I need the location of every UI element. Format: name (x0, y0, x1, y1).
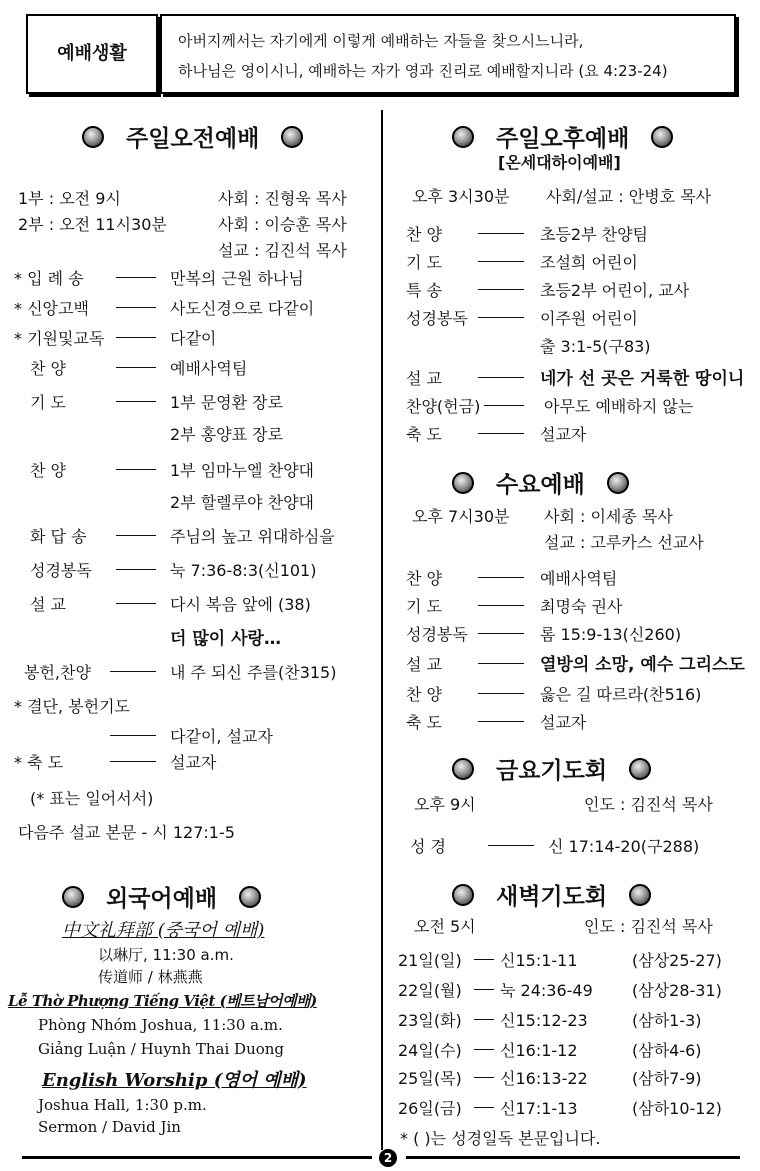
afternoon-scripture: 출 3:1-5(구83) (540, 337, 651, 356)
dawn-title: 새벽기도회 (452, 878, 651, 911)
dash (116, 307, 156, 308)
order-value: 눅 7:36-8:3(신101) (170, 561, 317, 580)
afternoon-time: 오후 3시30분 (412, 187, 510, 206)
morning-leader-1: 사회 : 진형욱 목사 (218, 189, 347, 208)
dash (116, 277, 156, 278)
header-label: 예배생활 (57, 43, 127, 64)
order-label: 찬 양 (30, 461, 66, 480)
afternoon-blessing-value: 설교자 (540, 425, 587, 444)
friday-scripture-label: 성 경 (410, 837, 446, 856)
order-value: 주님의 높고 위대하심을 (170, 527, 335, 546)
dash (110, 735, 156, 736)
dawn-day: 24일(수) (398, 1041, 462, 1060)
bullet-circle-icon (452, 884, 474, 906)
column-divider (381, 110, 383, 1150)
viet-title: Lễ Thờ Phượng Tiếng Việt (베트남어예배) (8, 992, 317, 1010)
order-label: 특 송 (406, 281, 442, 300)
order-value: 만복의 근원 하나님 (170, 269, 304, 288)
dash (474, 1049, 494, 1050)
order-label: 설 교 (30, 595, 66, 614)
order-label: 찬 양 (406, 225, 442, 244)
dash (478, 693, 524, 694)
bullet-circle-icon (62, 886, 84, 908)
order-label: 기 도 (30, 393, 66, 412)
dash (116, 401, 156, 402)
dash (116, 337, 156, 338)
wednesday-title: 수요예배 (452, 466, 629, 499)
order-value: 초등2부 찬양팀 (540, 225, 649, 244)
order-label: * 신앙고백 (14, 299, 89, 318)
dash (474, 1077, 494, 1078)
header-verse-box (160, 14, 736, 94)
dash (478, 721, 524, 722)
dash (478, 317, 524, 318)
dash (116, 569, 156, 570)
next-week-sermon: 다음주 설교 본문 - 시 127:1-5 (18, 823, 235, 842)
bullet-circle-icon (82, 126, 104, 148)
footer-rule-right (406, 1156, 740, 1159)
order-label: 성경봉독 (30, 561, 92, 580)
chinese-line-1: 以琳厅, 11:30 a.m. (98, 946, 234, 964)
order-label: 성경봉독 (406, 309, 468, 328)
dawn-day: 23일(화) (398, 1011, 462, 1030)
dash (478, 377, 524, 378)
dawn-day: 25일(목) (398, 1069, 462, 1088)
bullet-circle-icon (629, 884, 651, 906)
order-label: * 기원및교독 (14, 329, 105, 348)
dash (116, 469, 156, 470)
friday-leader: 인도 : 김진석 목사 (584, 795, 713, 814)
wednesday-leader: 사회 : 이세종 목사 (544, 507, 673, 526)
blessing-value: 설교자 (170, 753, 217, 772)
dawn-text: 신15:12-23 (500, 1011, 588, 1030)
dash (110, 671, 156, 672)
order-value: 조설희 어린이 (540, 253, 638, 272)
chinese-line-2: 传道师 / 林燕燕 (98, 968, 203, 986)
footer-rule-left (22, 1156, 372, 1159)
order-value: 다시 복음 앞에 (38) (170, 595, 311, 614)
dawn-alt: (삼상28-31) (632, 981, 722, 1000)
order-value: 다같이 (170, 329, 217, 348)
dawn-alt: (삼상25-27) (632, 951, 722, 970)
dash (478, 605, 524, 606)
morning-leader-2: 사회 : 이승훈 목사 (218, 215, 347, 234)
decision-value: 다같이, 설교자 (170, 727, 273, 746)
afternoon-offering-value: 아무도 예배하지 않는 (544, 397, 694, 416)
dash (478, 261, 524, 262)
bullet-circle-icon (452, 472, 474, 494)
order-value: 초등2부 어린이, 교사 (540, 281, 690, 300)
verse-line-2: 하나님은 영이시니, 예배하는 자가 영과 진리로 예배할지니라 (요 4:23-24) (178, 62, 668, 80)
afternoon-blessing-label: 축 도 (406, 425, 442, 444)
foreign-title: 외국어예배 (62, 880, 261, 913)
page-number: 2 (379, 1149, 397, 1167)
order-label: 찬 양 (406, 569, 442, 588)
order-value: 롬 15:9-13(신260) (540, 625, 682, 644)
offering-label: 봉헌,찬양 (24, 663, 91, 682)
viet-line-2: Giảng Luận / Huynh Thai Duong (38, 1040, 285, 1058)
order-label: 기 도 (406, 597, 442, 616)
afternoon-leader: 사회/설교 : 안병호 목사 (546, 187, 712, 206)
order-label: 화 답 송 (30, 527, 87, 546)
dash (116, 367, 156, 368)
dawn-time: 오전 5시 (414, 917, 476, 936)
dawn-alt: (삼하4-6) (632, 1041, 702, 1060)
dawn-text: 신16:13-22 (500, 1069, 588, 1088)
dash (478, 663, 524, 664)
afternoon-subtitle: [온세대하이예배] (498, 153, 621, 172)
order-value: 2부 홍양표 장로 (170, 425, 284, 444)
order-value: 설교자 (540, 713, 587, 732)
bullet-circle-icon (239, 886, 261, 908)
friday-time: 오후 9시 (414, 795, 476, 814)
order-label: 축 도 (406, 713, 442, 732)
order-value: 옳은 길 따르라(찬516) (540, 685, 702, 704)
morning-preacher: 설교 : 김진석 목사 (218, 241, 347, 260)
order-value: 예배사역팀 (170, 359, 248, 378)
dawn-leader: 인도 : 김진석 목사 (584, 917, 713, 936)
morning-title: 주일오전예배 (82, 120, 303, 153)
dash (116, 603, 156, 604)
bullet-circle-icon (452, 126, 474, 148)
dawn-note: * ( )는 성경일독 본문입니다. (400, 1129, 601, 1148)
bullet-circle-icon (452, 758, 474, 780)
offering-value: 내 주 되신 주를(찬315) (170, 663, 337, 682)
dash (478, 233, 524, 234)
order-value: 열방의 소망, 예수 그리스도 (540, 655, 745, 675)
dash (474, 989, 494, 990)
order-value: 이주원 어린이 (540, 309, 638, 328)
english-line-1: Joshua Hall, 1:30 p.m. (38, 1096, 207, 1114)
dawn-alt: (삼하7-9) (632, 1069, 702, 1088)
order-label: 찬 양 (30, 359, 66, 378)
dash (488, 845, 534, 846)
order-value: 2부 할렐루야 찬양대 (170, 493, 314, 512)
dash (478, 289, 524, 290)
dawn-text: 신16:1-12 (500, 1041, 578, 1060)
header-label-box (26, 14, 158, 94)
afternoon-sermon-title: 네가 선 곳은 거룩한 땅이니 (540, 369, 745, 389)
english-line-2: Sermon / David Jin (38, 1118, 181, 1136)
chinese-title: 中文礼拜部 (중국어 예배) (62, 920, 265, 941)
standing-note: (* 표는 일어서서) (30, 789, 154, 808)
dawn-alt: (삼하1-3) (632, 1011, 702, 1030)
english-title: English Worship (영어 예배) (42, 1070, 307, 1091)
dawn-alt: (삼하10-12) (632, 1099, 722, 1118)
morning-service-2: 2부 : 오전 11시30분 (18, 215, 167, 234)
order-label: 찬 양 (406, 685, 442, 704)
order-label: 기 도 (406, 253, 442, 272)
order-label: 성경봉독 (406, 625, 468, 644)
order-value: 예배사역팀 (540, 569, 618, 588)
dash (478, 577, 524, 578)
dash (474, 959, 494, 960)
dash (474, 1107, 494, 1108)
friday-scripture-value: 신 17:14-20(구288) (548, 837, 700, 856)
order-value: 1부 문영환 장로 (170, 393, 284, 412)
wednesday-time: 오후 7시30분 (412, 507, 510, 526)
bullet-circle-icon (629, 758, 651, 780)
afternoon-offering-label: 찬양(헌금) (406, 397, 481, 416)
afternoon-title: 주일오후예배 (452, 120, 673, 153)
morning-service-1: 1부 : 오전 9시 (18, 189, 121, 208)
dash (474, 1019, 494, 1020)
order-value: 최명숙 권사 (540, 597, 623, 616)
order-value: 사도신경으로 다같이 (170, 299, 315, 318)
order-label: 설 교 (406, 655, 442, 674)
morning-sermon-title: 더 많이 사랑… (170, 629, 281, 649)
dash (116, 535, 156, 536)
dash (478, 633, 524, 634)
order-value: 1부 임마누엘 찬양대 (170, 461, 314, 480)
dawn-text: 신17:1-13 (500, 1099, 578, 1118)
afternoon-sermon-label: 설 교 (406, 369, 442, 388)
dawn-text: 신15:1-11 (500, 951, 578, 970)
dawn-day: 26일(금) (398, 1099, 462, 1118)
blessing-label: * 축 도 (14, 753, 64, 772)
dawn-text: 눅 24:36-49 (500, 981, 593, 1000)
decision-label: * 결단, 봉헌기도 (14, 697, 130, 716)
verse-line-1: 아버지께서는 자기에게 이렇게 예배하는 자들을 찾으시느니라, (178, 32, 584, 50)
viet-line-1: Phòng Nhóm Joshua, 11:30 a.m. (38, 1016, 283, 1034)
order-label: * 입 례 송 (14, 269, 84, 288)
bullet-circle-icon (607, 472, 629, 494)
dash (478, 433, 524, 434)
dawn-day: 21일(일) (398, 951, 462, 970)
friday-title: 금요기도회 (452, 752, 651, 785)
bullet-circle-icon (281, 126, 303, 148)
dash (110, 761, 156, 762)
dash (484, 405, 524, 406)
bullet-circle-icon (651, 126, 673, 148)
wednesday-preacher: 설교 : 고루카스 선교사 (544, 533, 704, 552)
dawn-day: 22일(월) (398, 981, 462, 1000)
